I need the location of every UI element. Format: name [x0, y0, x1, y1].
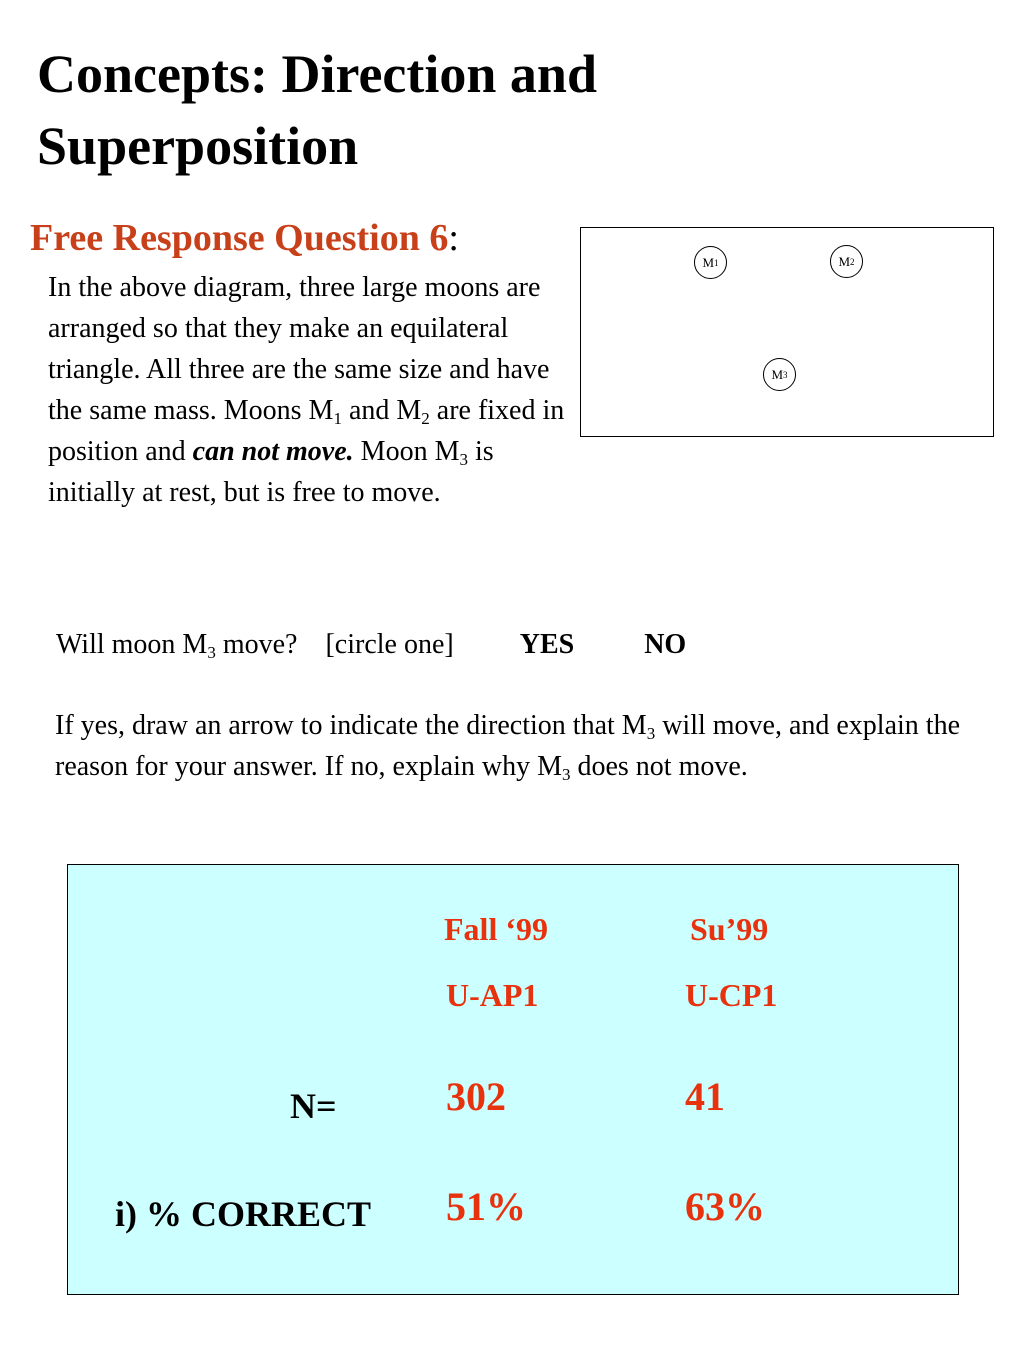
n-label: N= [290, 1086, 337, 1126]
page-title: Concepts: Direction and Superposition [37, 44, 597, 176]
para-text-1: In the above diagram, three large moons are arranged so that they make an equilateral triangle. All three are the same size and have the same mass. Moons M [48, 272, 550, 426]
correct-label: i) % CORRECT [115, 1194, 372, 1234]
para-text-2: and M [341, 395, 422, 426]
instruction-text-3: does not move. [570, 751, 748, 782]
will-move-suffix: move? [circle one] [215, 629, 454, 660]
para-text-3: are fixed in position and [48, 395, 565, 467]
will-move-question [56, 624, 686, 665]
para-text-5: is initially at rest, but is free to move. [48, 436, 494, 508]
moon-m3: M 3 [763, 358, 796, 391]
col1-term: Fall ‘99 [444, 911, 548, 947]
question-heading-colon: : [448, 217, 459, 259]
correct-value-col2: 63% [685, 1184, 765, 1229]
instruction-sub-2: 3 [561, 765, 571, 784]
col1-course: U-AP1 [446, 977, 539, 1013]
question-heading [30, 216, 459, 260]
col2-term: Su’99 [690, 911, 769, 947]
col2-course: U-CP1 [685, 977, 778, 1013]
para-text-4: Moon M [353, 436, 460, 467]
instruction-paragraph [55, 705, 1015, 787]
instruction-text-2: will move, and explain the reason for your answer. If no, explain why M [55, 710, 961, 782]
will-move-sub: 3 [207, 643, 216, 662]
moon-m2-letter: M [838, 253, 851, 269]
moon-m3-letter: M [771, 366, 784, 382]
question-paragraph [48, 267, 578, 513]
question-heading-text: Free Response Question 6 [30, 217, 449, 259]
will-move-prefix: Will moon M [56, 629, 208, 660]
n-value-col1: 302 [446, 1074, 506, 1119]
instruction-text-1: If yes, draw an arrow to indicate the direction that M [55, 710, 647, 741]
instruction-sub-1: 3 [646, 724, 656, 743]
moon-m2: M 2 [830, 245, 863, 278]
para-emphasis: can not move. [192, 436, 354, 467]
para-sub-3: 3 [459, 450, 468, 469]
no-option[interactable]: NO [644, 629, 687, 660]
moon-m1: M 1 [694, 246, 727, 279]
correct-value-col1: 51% [446, 1184, 526, 1229]
results-panel [67, 864, 959, 1295]
moon-m1-letter: M [702, 254, 715, 270]
moon-diagram [580, 227, 994, 437]
para-sub-2: 2 [421, 409, 430, 428]
yes-option[interactable]: YES [519, 629, 575, 660]
n-value-col2: 41 [685, 1074, 725, 1119]
para-sub-1: 1 [333, 409, 342, 428]
